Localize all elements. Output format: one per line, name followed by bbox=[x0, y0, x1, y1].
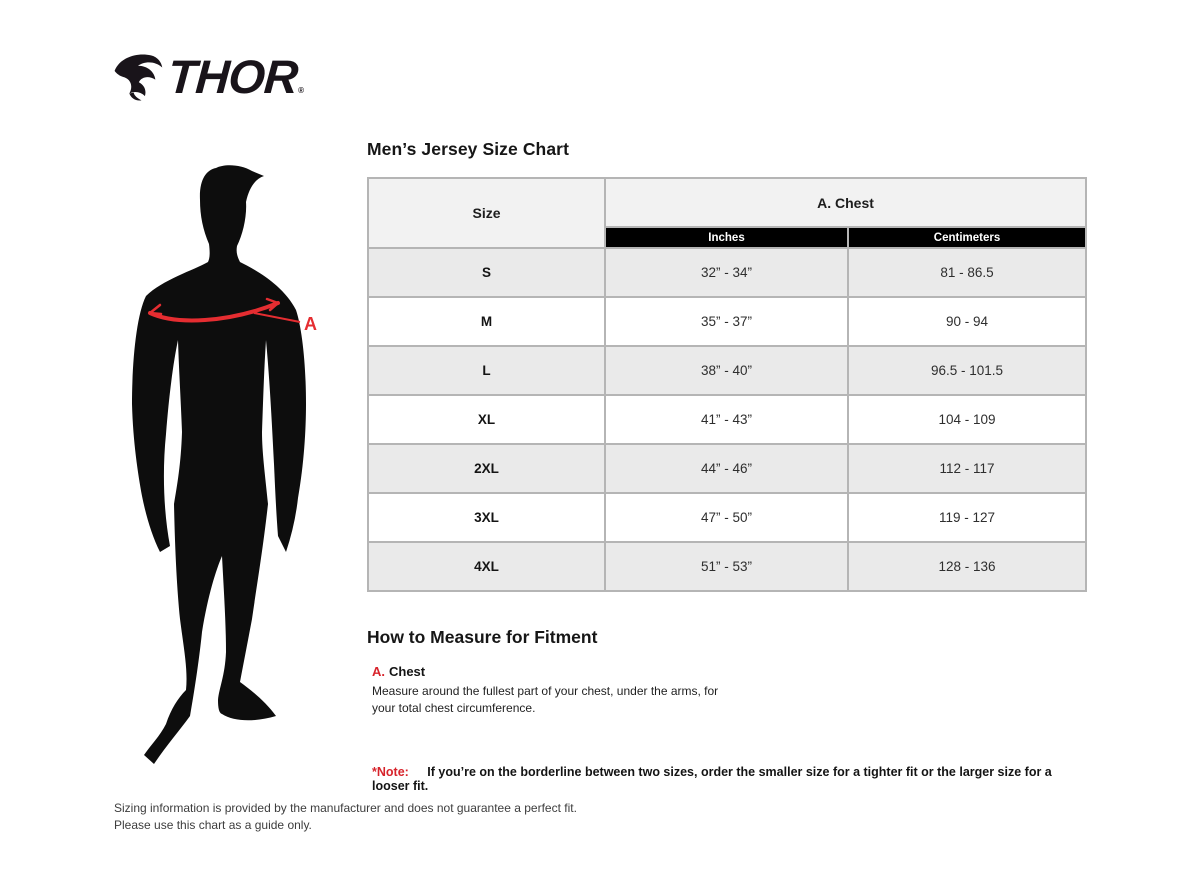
annotation-letter-a: A bbox=[304, 314, 317, 334]
measure-item-name: Chest bbox=[389, 664, 426, 679]
size-cell: L bbox=[368, 346, 605, 395]
centimeters-column-header: Centimeters bbox=[848, 227, 1086, 248]
table-row bbox=[368, 346, 1086, 395]
inches-cell: 44” - 46” bbox=[605, 444, 848, 493]
size-cell: XL bbox=[368, 395, 605, 444]
size-cell: 3XL bbox=[368, 493, 605, 542]
measure-item-label bbox=[372, 664, 1085, 679]
body-silhouette bbox=[132, 165, 306, 764]
measure-item-chest bbox=[372, 664, 1085, 718]
cm-cell: 96.5 - 101.5 bbox=[848, 346, 1086, 395]
sizing-note bbox=[372, 765, 1085, 793]
inches-cell: 47” - 50” bbox=[605, 493, 848, 542]
male-silhouette-graphic bbox=[116, 164, 344, 782]
main-content bbox=[367, 139, 1085, 793]
cm-cell: 119 - 127 bbox=[848, 493, 1086, 542]
inches-cell: 38” - 40” bbox=[605, 346, 848, 395]
size-chart-table bbox=[367, 177, 1087, 592]
cm-cell: 104 - 109 bbox=[848, 395, 1086, 444]
disclaimer bbox=[114, 800, 577, 834]
size-cell: 2XL bbox=[368, 444, 605, 493]
trademark-symbol: ® bbox=[298, 86, 305, 95]
size-cell: S bbox=[368, 248, 605, 297]
measure-item-description: Measure around the fullest part of your chest, under the arms, for your total chest circumference. bbox=[372, 684, 719, 716]
table-row bbox=[368, 297, 1086, 346]
inches-column-header: Inches bbox=[605, 227, 848, 248]
note-label: *Note: bbox=[372, 764, 409, 779]
measurement-figure bbox=[116, 164, 344, 782]
inches-cell: 41” - 43” bbox=[605, 395, 848, 444]
cm-cell: 90 - 94 bbox=[848, 297, 1086, 346]
measure-item-letter: A. bbox=[372, 664, 385, 679]
thor-logo bbox=[112, 50, 304, 104]
table-row bbox=[368, 444, 1086, 493]
inches-cell: 32” - 34” bbox=[605, 248, 848, 297]
disclaimer-line-1: Sizing information is provided by the manufacturer and does not guarantee a perfect fit. bbox=[114, 801, 577, 815]
table-row bbox=[368, 395, 1086, 444]
table-header-row bbox=[368, 178, 1086, 227]
size-cell: M bbox=[368, 297, 605, 346]
inches-cell: 35” - 37” bbox=[605, 297, 848, 346]
size-cell: 4XL bbox=[368, 542, 605, 591]
size-column-header: Size bbox=[368, 178, 605, 248]
page-title: Men’s Jersey Size Chart bbox=[367, 139, 570, 159]
table-row bbox=[368, 248, 1086, 297]
note-text: If you’re on the borderline between two sizes, order the smaller size for a tighter fit or the larger size for a looser fit. bbox=[372, 764, 1052, 793]
table-row bbox=[368, 542, 1086, 591]
howto-section-title: How to Measure for Fitment bbox=[367, 627, 598, 647]
table-row bbox=[368, 493, 1086, 542]
cm-cell: 128 - 136 bbox=[848, 542, 1086, 591]
thor-goat-icon bbox=[112, 50, 164, 104]
cm-cell: 81 - 86.5 bbox=[848, 248, 1086, 297]
inches-cell: 51” - 53” bbox=[605, 542, 848, 591]
chest-group-header: A. Chest bbox=[605, 178, 1086, 227]
disclaimer-line-2: Please use this chart as a guide only. bbox=[114, 817, 312, 832]
cm-cell: 112 - 117 bbox=[848, 444, 1086, 493]
thor-logo-text: THOR bbox=[166, 50, 300, 103]
